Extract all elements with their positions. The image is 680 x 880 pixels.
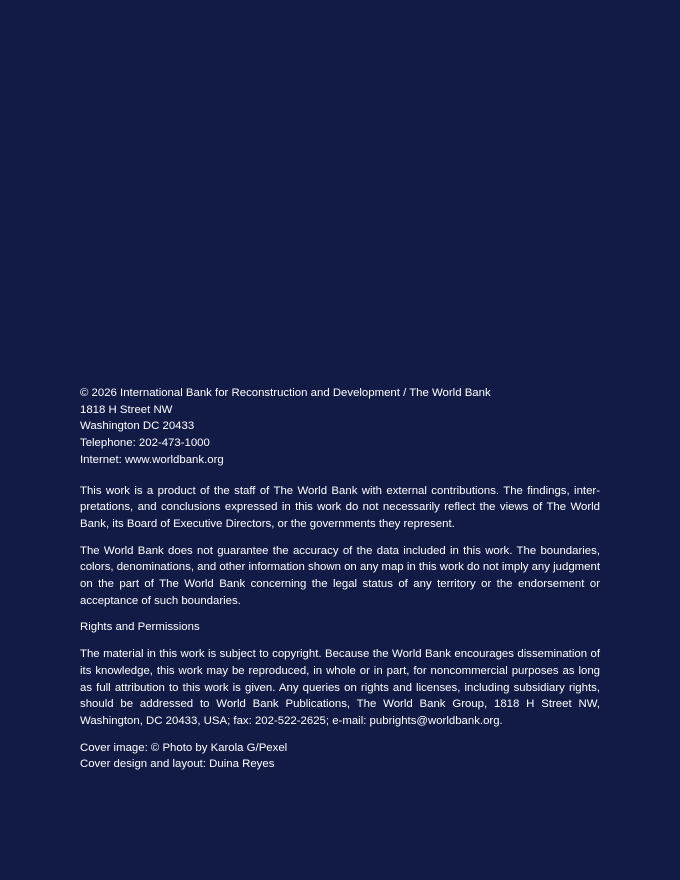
street-address: 1818 H Street NW: [80, 403, 173, 416]
disclaimer-paragraph-1: This work is a product of the staff of The World Bank with external contributions. The findings, interpretations, and conclusions expressed in this work do not necessarily reflect the views of The World Bank, its Board of Executive Directors, or the governments they represent.: [80, 484, 600, 530]
copyright-line: © 2026 International Bank for Reconstruction and Development / The World Bank: [80, 387, 491, 399]
address-block: [80, 385, 600, 469]
rights-heading: Rights and Permissions: [80, 621, 200, 634]
copyright-content: [80, 385, 600, 773]
telephone-line: Telephone: 202-473-1000: [80, 437, 210, 450]
city-address: Washington DC 20433: [80, 420, 195, 433]
credits-block: [80, 740, 600, 773]
cover-design-credit: Cover design and layout: Duina Reyes: [80, 758, 275, 771]
cover-image-credit: Cover image: © Photo by Karola G/Pexel: [80, 741, 288, 754]
rights-paragraph: The material in this work is subject to copyright. Because the World Bank encourages dissemination of its knowledge, this work may be reproduced, in whole or in part, for noncommercial purposes as long as full attribution to this work is given. Any queries on rights and licenses, including subsidiary rights, should be addressed to World Bank Publications, The World Bank Group, 1818 H Street NW, Washington, DC 20433, USA; fax: 202-522-2625; e-mail: pubrights@worldbank.org.: [80, 648, 600, 727]
disclaimer-paragraph-2: The World Bank does not guarantee the accuracy of the data included in this work. The boundaries, colors, denominations, and other information shown on any map in this work do not imply any judgment on the part of The World Bank concerning the legal status of any territory or the endorsement or acceptance of such boundaries.: [80, 544, 600, 607]
internet-line: Internet: www.worldbank.org: [80, 453, 224, 466]
